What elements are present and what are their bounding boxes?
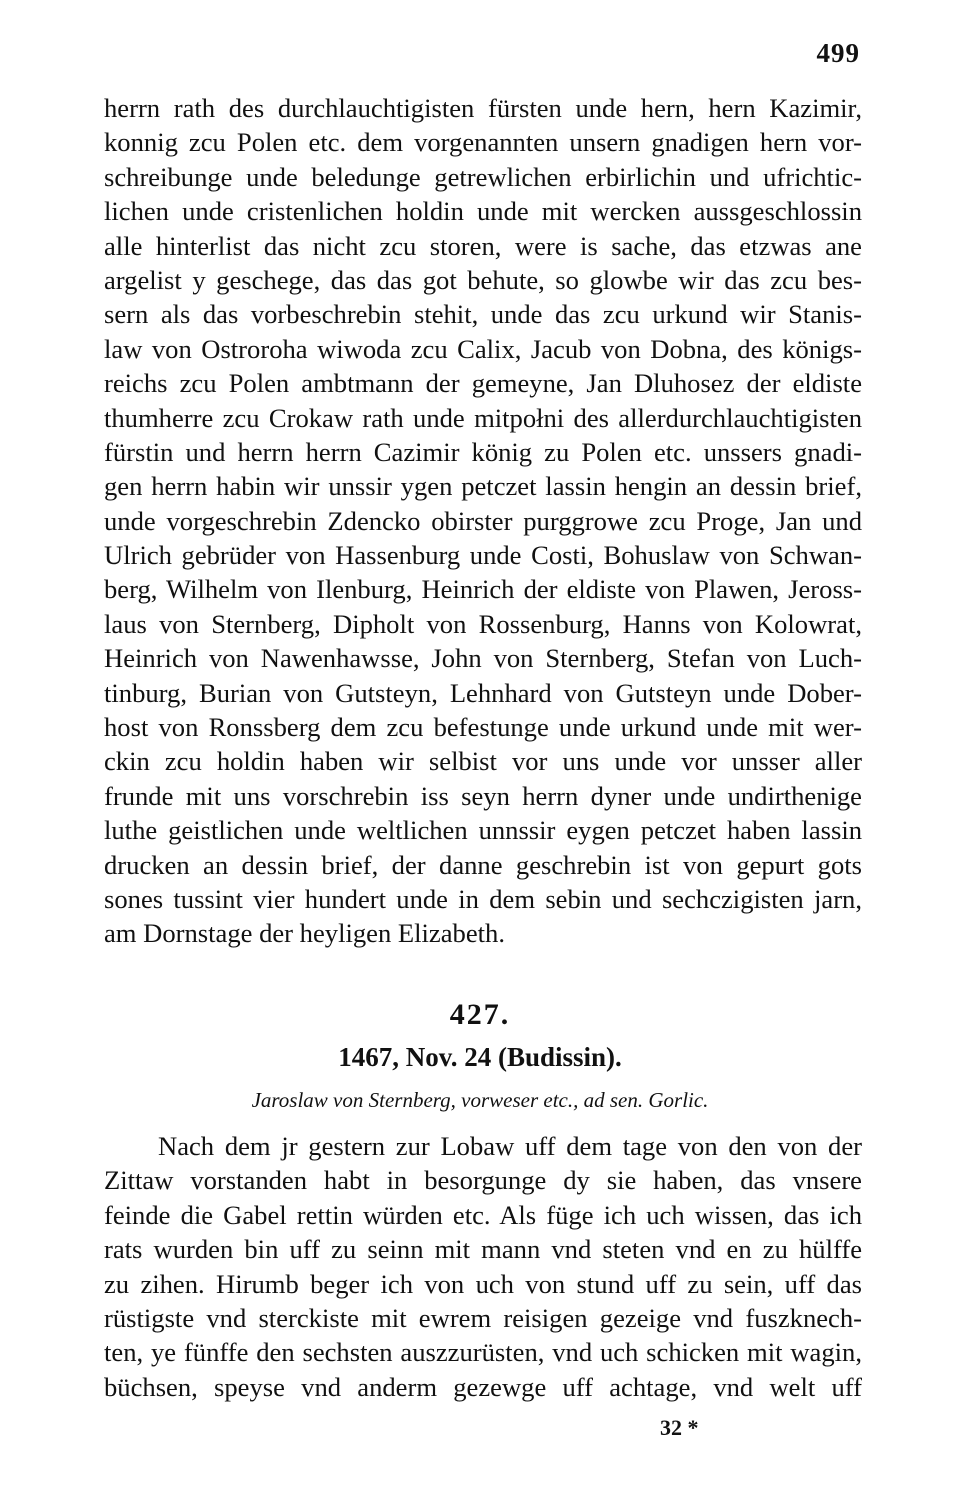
text-line: gen herrn habin wir unssir ygen petczet lassin hengin an dessin brief, <box>104 471 862 502</box>
text-line: konnig zcu Polen etc. dem vorgenannten unsern gnadigen hern vor- <box>104 127 862 158</box>
printer-signature-mark: 32 * <box>660 1415 699 1440</box>
text-line: luthe geistlichen unde weltlichen unnssir eygen petczet haben lassin <box>104 815 862 846</box>
text-line: rüstigste vnd sterckiste mit ewrem reisigen gezeige vnd fuszknech- <box>104 1302 862 1333</box>
text-line: Nach dem jr gestern zur Lobaw uff dem tage von den von der <box>158 1131 862 1161</box>
text-line: herrn rath des durchlauchtigisten fürsten unde hern, hern Kazimir, <box>104 93 862 123</box>
text-line: argelist y geschege, das das got behute, so glowbe wir das zcu bes- <box>104 264 862 295</box>
text-line: thumherre zcu Crokaw rath unde mitpołni des allerdurchlauchtigisten <box>104 402 862 433</box>
text-line: law von Ostroroha wiwoda zcu Calix, Jacub von Dobna, des königs- <box>104 333 862 364</box>
text-line: reichs zcu Polen ambtmann der gemeyne, Jan Dluhosez der eldiste <box>104 368 862 399</box>
text-line: unde vorgeschrebin Zdencko obirster purggrowe zcu Proge, Jan und <box>104 505 862 536</box>
body-text-block <box>104 91 862 951</box>
text-line: drucken an dessin brief, der danne geschrebin ist von gepurt gots <box>104 849 862 880</box>
text-line: alle hinterlist das nicht zcu storen, were is sache, das etzwas ane <box>104 230 862 261</box>
page-number: 499 <box>816 38 860 68</box>
text-line: tinburg, Burian von Gutsteyn, Lehnhard von Gutsteyn unde Dober- <box>104 677 862 708</box>
text-line: schreibunge unde beledunge getrewlichen erbirlichin und ufrichtic- <box>104 161 862 192</box>
text-line: ckin zcu holdin haben wir selbist vor uns unde vor unsser aller <box>104 746 862 777</box>
text-line: fürstin und herrn herrn Cazimir könig zu Polen etc. unssers gnadi- <box>104 436 862 467</box>
text-line: rats wurden bin uff zu seinn mit mann vnd steten vnd en zu hülffe <box>104 1234 862 1265</box>
document-number: 427. <box>449 998 511 1031</box>
text-line: Zittaw vorstanden habt in besorgunge dy sie haben, das vnsere <box>104 1165 862 1196</box>
text-line: host von Ronssberg dem zcu befestunge unde urkund unde mit wer- <box>104 712 862 743</box>
document-heading: Jaroslaw von Sternberg, vorweser etc., ad sen. Gorlic. <box>251 1088 709 1112</box>
text-line: feinde die Gabel rettin würden etc. Als füge ich uch wissen, das ich <box>104 1199 862 1230</box>
text-line: lichen unde cristenlichen holdin unde mit wercken aussgeschlossin <box>104 196 862 227</box>
text-line: sones tussint vier hundert unde in dem sebin und sechczigisten jarn, <box>104 883 862 914</box>
text-line: sern als das vorbeschrebin stehit, unde das zcu urkund wir Stanis- <box>104 299 862 330</box>
text-line: berg, Wilhelm von Ilenburg, Heinrich der eldiste von Plawen, Jeross- <box>104 574 862 605</box>
text-line: zu zihen. Hirumb beger ich von uch von stund uff zu sein, uff das <box>104 1268 862 1299</box>
letter-text-block <box>104 1129 862 1404</box>
text-line: am Dornstage der heyligen Elizabeth. <box>104 918 505 949</box>
text-line: ten, ye fünffe den sechsten auszzurüsten, vnd uch schicken mit wagin, <box>104 1337 862 1368</box>
text-line: laus von Sternberg, Dipholt von Rossenburg, Hanns von Kolowrat, <box>104 608 862 639</box>
text-line: Heinrich von Nawenhawsse, John von Sternberg, Stefan von Luch- <box>104 643 862 674</box>
text-line: frunde mit uns vorschrebin iss seyn herrn dyner unde undirthenige <box>104 780 862 811</box>
text-line: Ulrich gebrüder von Hassenburg unde Costi, Bohuslaw von Schwan- <box>104 540 862 571</box>
document-date: 1467, Nov. 24 (Budissin). <box>338 1042 622 1072</box>
text-line: büchsen, speyse vnd anderm gezewge uff achtage, vnd welt uff <box>104 1371 862 1402</box>
